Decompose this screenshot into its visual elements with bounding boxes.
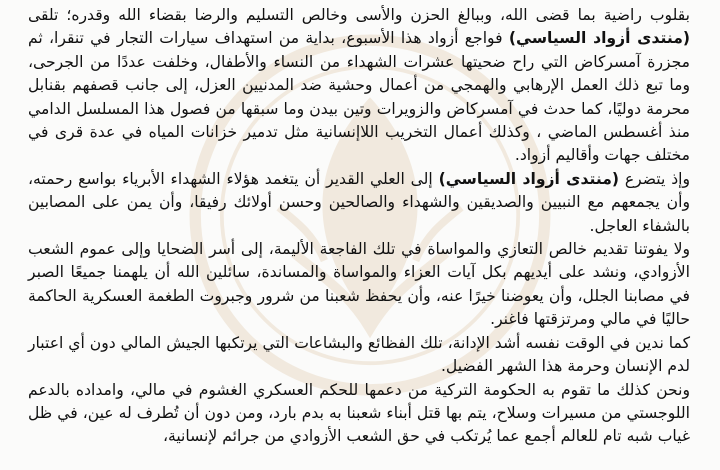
document-body xyxy=(28,4,690,449)
paragraph xyxy=(28,168,690,238)
paragraph-text: بقلوب راضية بما قضى الله، وببالغ الحزن والأسى وخالص التسليم والرضا بقضاء الله وقدره؛ تلقى xyxy=(28,6,690,24)
paragraph-text: إلى العلي القدير أن يتغمد هؤلاء الشهداء الأبرياء بواسع رحمته، وأن يجمعهم مع النبيين والصديقين والشهداء والصالحين وحسن أولائك رفيقا، وأن يمن على المصابين بالشفاء العاجل. xyxy=(28,169,690,235)
forum-name-bold: (منتدى أزواد السياسي) xyxy=(438,169,619,188)
paragraph-text: ولا يفوتنا تقديم خالص التعازي والمواساة في تلك الفاجعة الأليمة، إلى أسر الضحايا وإلى عموم الشعب الأزوادي، ونشد على أيديهم بكل آيات العزاء والمواساة والمساندة، سائلين الله أن يلهمنا جميعًا الصبر في مصابنا الجلل، وأن يعوضنا خيرًا عنه، وأن يحفظ شعبنا من شرور وجبروت الطغمة العسكرية الحاكمة حاليًا في مالي ومرتزقتها فاغنر. xyxy=(28,240,690,329)
paragraph-text: فواجع أزواد هذا الأسبوع، بداية من استهداف سيارات التجار في تنقرا، ثم مجزرة آمسركاض التي راح ضحيتها عشرات الشهداء من النساء والأطفال، وخلفت عددًا من الجرحى، وما تبع ذلك العمل الإرهابي والهمجي من أعمال وحشية ضد المدنيين العزل، إلى جانب قصفهم بقنابل محرمة دوليًا، كما حدث في آمسركاض والزويرات وتين بيدن وما سبقها من فصول هذا المسلسل الدامي منذ أغسطس الماضي ، وكذلك أعمال التخريب اللاإنسانية مثل تدمير خزانات المياه في عدة قرى في مختلف جهات وأقاليم أزواد. xyxy=(28,29,690,165)
paragraph xyxy=(28,4,690,168)
paragraph-text: وإذ يتضرع xyxy=(619,169,691,188)
forum-name-bold: (منتدى أزواد السياسي) xyxy=(508,29,690,48)
paragraph xyxy=(28,238,690,332)
paragraph-text: ونحن كذلك ما تقوم به الحكومة التركية من دعمها للحكم العسكري الغشوم في مالي، وامداده بالدعم اللوجستي من مسيرات وسلاح، يتم بها قتل أبناء شعبنا به بدم بارد، ومن دون أن تُطرف له عين، في ظل غياب شبه تام للعالم أجمع عما يُرتكب في حق الشعب الأزوادي من جرائم لإنسانية، xyxy=(28,380,690,446)
paragraph xyxy=(28,379,690,449)
paragraph xyxy=(28,332,690,379)
paragraph-text: كما ندين في الوقت نفسه أشد الإدانة، تلك الفظائع والبشاعات التي يرتكبها الجيش المالي دون أي اعتبار لدم الإنسان وحرمة هذا الشهر الفضيل. xyxy=(28,333,690,376)
